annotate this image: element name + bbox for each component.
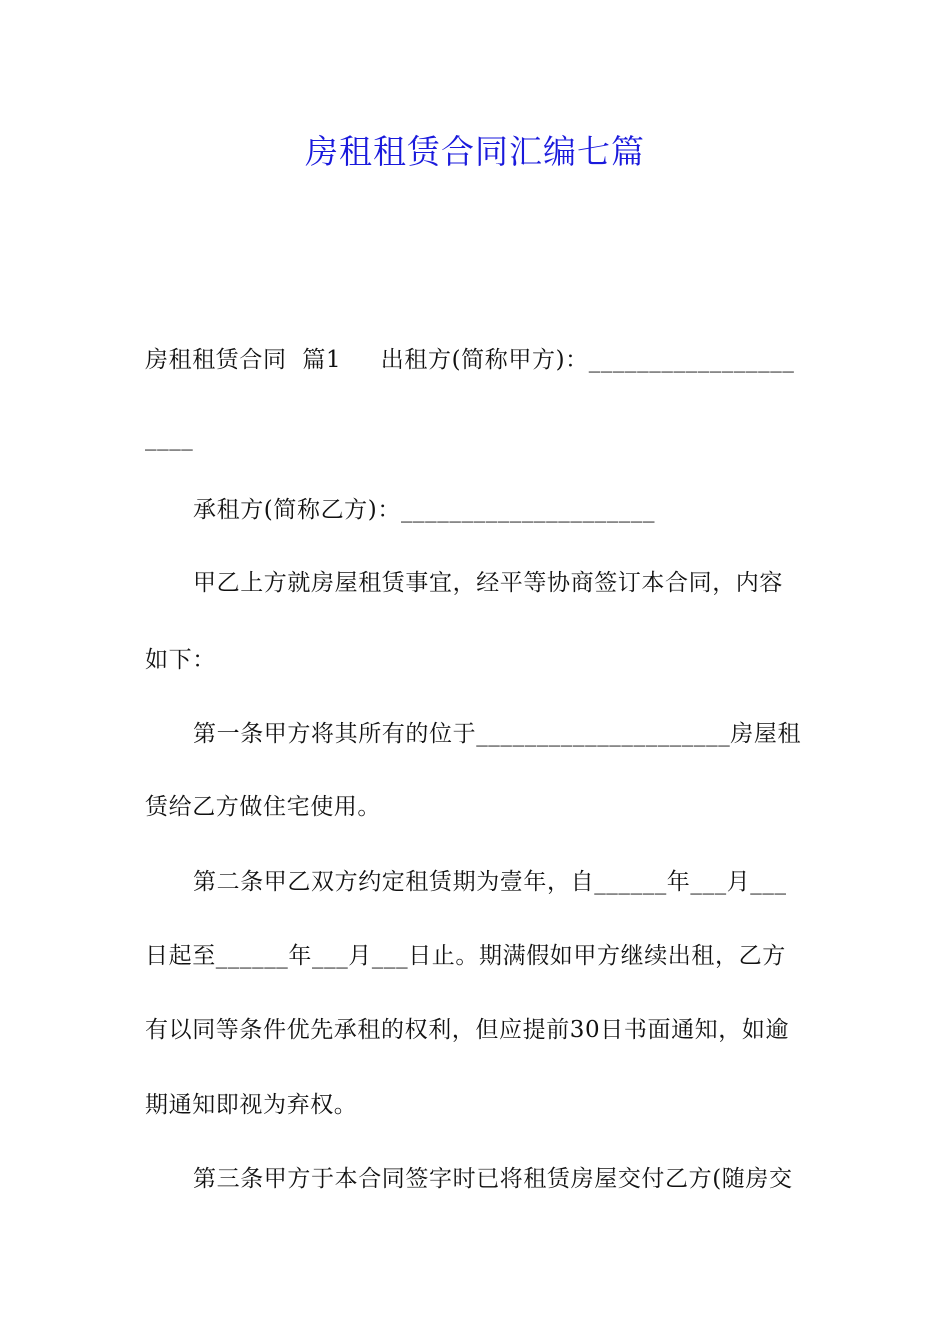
paragraph-line-3: 承租方(简称乙方)：_____________________ — [193, 497, 656, 523]
paragraph-line-11: 期通知即视为弃权。 — [145, 1092, 358, 1118]
paragraph-line-6: 第一条甲方将其所有的位于_____________________房屋租 — [193, 721, 802, 747]
paragraph-line-1: 房租租赁合同 篇1 出租方(简称甲方)：_________________ — [145, 347, 795, 373]
paragraph-line-2: ____ — [145, 425, 194, 451]
document-title: 房租租赁合同汇编七篇 — [305, 132, 645, 171]
paragraph-line-9: 日起至______年___月___日止。期满假如甲方继续出租，乙方 — [145, 943, 786, 969]
paragraph-line-12: 第三条甲方于本合同签字时已将租赁房屋交付乙方(随房交 — [193, 1166, 793, 1192]
paragraph-line-4: 甲乙上方就房屋租赁事宜，经平等协商签订本合同，内容 — [193, 570, 783, 596]
paragraph-line-7: 赁给乙方做住宅使用。 — [145, 794, 381, 820]
paragraph-line-5: 如下： — [145, 647, 216, 673]
paragraph-line-10: 有以同等条件优先承租的权利，但应提前30日书面通知，如逾 — [145, 1017, 790, 1043]
paragraph-line-8: 第二条甲乙双方约定租赁期为壹年，自______年___月___ — [193, 869, 787, 895]
